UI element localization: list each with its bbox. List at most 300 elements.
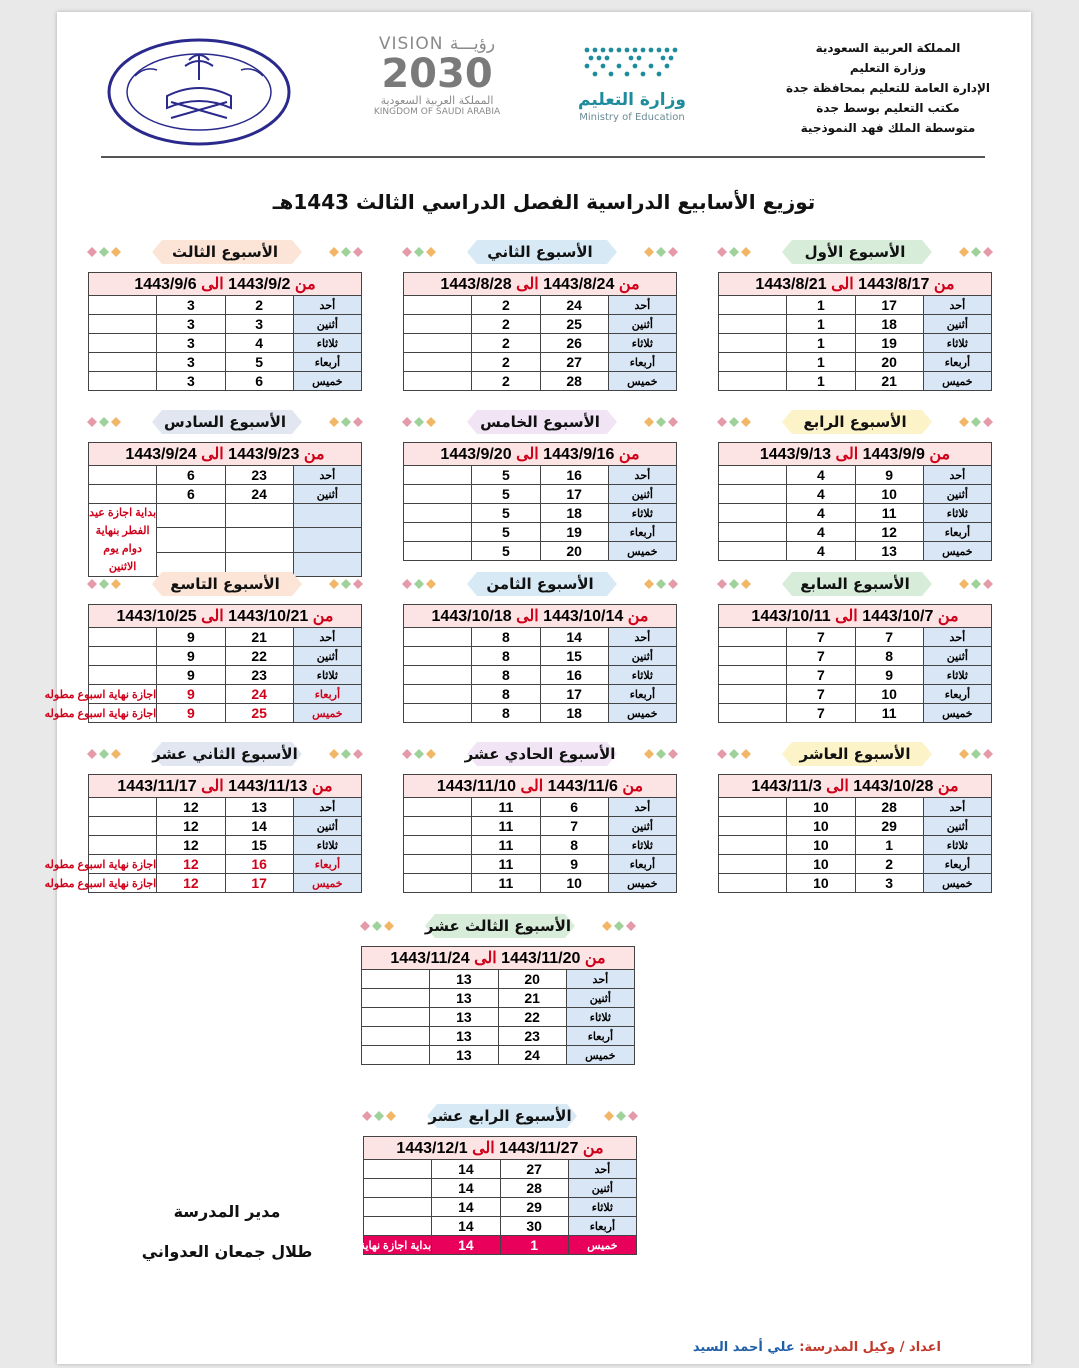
from-date: 1443/11/13 (228, 778, 308, 795)
from-label: من (627, 608, 649, 625)
prepared-by (693, 1340, 941, 1355)
day-name: ثلاثاء (923, 666, 991, 685)
diamond-ornament (402, 247, 412, 257)
diamond-ornament (372, 921, 382, 931)
day-note (404, 855, 472, 874)
diamond-ornament (426, 579, 436, 589)
header-line: مكتب التعليم بوسط جدة (816, 101, 960, 115)
day-name: خميس (293, 372, 361, 391)
day-date: 24 (225, 485, 293, 504)
week-number: 12 (157, 855, 225, 874)
day-note (404, 647, 472, 666)
day-row (89, 466, 362, 485)
day-row (719, 666, 992, 685)
day-note (719, 334, 787, 353)
day-name: أحد (608, 466, 676, 485)
diamond-ornament (959, 247, 969, 257)
from-label: من (294, 276, 316, 293)
diamond-ornament (604, 1111, 614, 1121)
from-label: من (937, 778, 959, 795)
day-row (89, 855, 362, 874)
principal-signature (117, 1192, 337, 1272)
week-number: 4 (787, 466, 855, 485)
from-label: من (618, 276, 640, 293)
day-name: ثلاثاء (293, 666, 361, 685)
to-label: الى (516, 276, 539, 293)
day-name: ثلاثاء (923, 334, 991, 353)
diamond-ornament (111, 417, 121, 427)
day-row (364, 1217, 637, 1236)
diamond-ornament (341, 247, 351, 257)
day-date: 23 (225, 666, 293, 685)
day-date: 10 (540, 874, 608, 893)
day-note (404, 315, 472, 334)
from-date: 1443/8/17 (858, 276, 930, 293)
day-date: 22 (498, 1008, 566, 1027)
day-name: ثلاثاء (293, 334, 361, 353)
day-note (719, 542, 787, 561)
diamond-ornament (426, 247, 436, 257)
diamond-ornament (717, 417, 727, 427)
day-date: 20 (498, 970, 566, 989)
day-date: 10 (855, 485, 923, 504)
diamond-ornament (959, 417, 969, 427)
diamond-ornament (971, 749, 981, 759)
day-row (719, 504, 992, 523)
diamond-ornament (341, 417, 351, 427)
day-date: 25 (225, 704, 293, 723)
week-table (403, 774, 677, 893)
week-number: 3 (157, 315, 225, 334)
principal-name: طلال جمعان العدواني (141, 1242, 313, 1261)
week-title: الأسبوع العاشر (799, 745, 911, 763)
week-number: 1 (787, 315, 855, 334)
day-date: 3 (225, 315, 293, 334)
diamond-ornament (729, 749, 739, 759)
day-date: 22 (225, 647, 293, 666)
day-note (404, 704, 472, 723)
day-date: 13 (225, 798, 293, 817)
day-date: 16 (540, 666, 608, 685)
to-date: 1443/11/3 (751, 778, 822, 795)
day-name: أربعاء (923, 353, 991, 372)
week-number: 14 (432, 1160, 500, 1179)
week-title: الأسبوع الثاني (487, 243, 593, 261)
to-label: الى (474, 950, 497, 967)
from-date: 1443/9/23 (228, 446, 300, 463)
diamond-ornament (983, 579, 993, 589)
day-row (404, 855, 677, 874)
from-date: 1443/11/27 (499, 1140, 579, 1157)
day-note (89, 485, 157, 504)
day-row (404, 836, 677, 855)
day-note (89, 334, 157, 353)
diamond-ornament (656, 579, 666, 589)
week-number: 10 (787, 798, 855, 817)
day-date: 2 (225, 296, 293, 315)
week-number: 12 (157, 874, 225, 893)
diamond-ornament (644, 749, 654, 759)
to-label: الى (201, 446, 224, 463)
diamond-ornament (414, 417, 424, 427)
day-note (89, 817, 157, 836)
day-note (719, 647, 787, 666)
week-range (719, 443, 992, 466)
day-name: أربعاء (293, 685, 361, 704)
to-date: 1443/11/24 (390, 950, 470, 967)
diamond-ornament (87, 417, 97, 427)
week-number: 5 (472, 523, 540, 542)
week-number: 9 (157, 666, 225, 685)
day-row (719, 523, 992, 542)
from-date: 1443/9/16 (543, 446, 615, 463)
diamond-ornament (729, 417, 739, 427)
diamond-ornament (668, 417, 678, 427)
day-row (89, 647, 362, 666)
week-number: 7 (787, 685, 855, 704)
week-range (404, 775, 677, 798)
week-heading (712, 740, 998, 768)
vision-label: VISION رؤيـــة (378, 34, 496, 54)
to-label: الى (831, 276, 854, 293)
week-number: 2 (472, 315, 540, 334)
diamond-ornament (656, 247, 666, 257)
week-number: 11 (472, 836, 540, 855)
day-name: خميس (923, 372, 991, 391)
diamond-ornament (341, 749, 351, 759)
day-row (719, 817, 992, 836)
day-name: ثلاثاء (608, 666, 676, 685)
day-name: ثلاثاء (923, 836, 991, 855)
week-number: 8 (472, 647, 540, 666)
day-row (362, 1008, 635, 1027)
week-heading (712, 238, 998, 266)
header-line: المملكة العربية السعودية (815, 41, 961, 55)
day-note: اجازة نهاية اسبوع مطوله (89, 704, 157, 723)
diamond-ornament (983, 749, 993, 759)
day-row (404, 628, 677, 647)
day-date: 23 (225, 466, 293, 485)
day-name: أثنين (568, 1179, 636, 1198)
week-number: 11 (472, 817, 540, 836)
week-number: 5 (472, 485, 540, 504)
day-date: 13 (855, 542, 923, 561)
from-label: من (303, 446, 325, 463)
from-label: من (584, 950, 606, 967)
to-date: 1443/10/18 (431, 608, 512, 625)
day-name (293, 528, 361, 552)
week-table (88, 272, 362, 391)
day-note (719, 666, 787, 685)
from-date: 1443/10/28 (853, 778, 934, 795)
day-note (362, 1027, 430, 1046)
diamond-ornament (87, 247, 97, 257)
day-row (404, 647, 677, 666)
week-range (719, 775, 992, 798)
week-table (334, 1136, 637, 1255)
to-label: الى (516, 446, 539, 463)
day-row (404, 466, 677, 485)
week-heading (712, 570, 998, 598)
day-date: 9 (855, 666, 923, 685)
diamond-ornament (971, 417, 981, 427)
day-date: 27 (500, 1160, 568, 1179)
day-row (719, 334, 992, 353)
prepared-by-label: اعداد / وكيل المدرسة: (799, 1340, 941, 1355)
day-name: أحد (293, 296, 361, 315)
day-note (404, 542, 472, 561)
day-row (89, 704, 362, 723)
day-name: أربعاء (566, 1027, 634, 1046)
day-date: 15 (225, 836, 293, 855)
diamond-ornament (353, 749, 363, 759)
to-label: الى (201, 778, 224, 795)
diamond-ornament (717, 749, 727, 759)
week-number: 8 (472, 685, 540, 704)
day-name: ثلاثاء (566, 1008, 634, 1027)
week-range (404, 273, 677, 296)
week-number: 10 (787, 836, 855, 855)
week-number: 4 (787, 504, 855, 523)
day-row (719, 466, 992, 485)
diamond-ornament (329, 247, 339, 257)
diamond-ornament (111, 749, 121, 759)
week-number: 7 (787, 704, 855, 723)
week-number: 9 (157, 704, 225, 723)
diamond-ornament (959, 749, 969, 759)
to-label: الى (835, 446, 859, 463)
week-heading (82, 570, 368, 598)
day-name: أحد (293, 466, 361, 485)
day-name: أربعاء (923, 685, 991, 704)
day-date: 17 (855, 296, 923, 315)
from-label: من (929, 446, 951, 463)
week-number: 10 (787, 874, 855, 893)
to-label: الى (201, 276, 224, 293)
to-label: الى (826, 778, 849, 795)
week-number: 8 (472, 666, 540, 685)
week-table (718, 272, 992, 391)
day-note (404, 296, 472, 315)
day-name: أربعاء (608, 353, 676, 372)
week-number: 3 (157, 353, 225, 372)
day-date: 11 (855, 504, 923, 523)
day-date: 16 (540, 466, 608, 485)
diamond-ornament (616, 1111, 626, 1121)
day-date: 15 (540, 647, 608, 666)
day-row (719, 647, 992, 666)
day-date: 11 (855, 704, 923, 723)
to-date: 1443/11/17 (117, 778, 197, 795)
day-date: 18 (540, 704, 608, 723)
day-name: أثنين (608, 817, 676, 836)
day-date: 6 (540, 798, 608, 817)
week-number: 14 (432, 1179, 500, 1198)
week-number: 9 (157, 628, 225, 647)
diamond-ornament (329, 579, 339, 589)
day-name: أربعاء (608, 685, 676, 704)
week-heading (397, 408, 683, 436)
day-note: اجازة نهاية اسبوع مطوله (89, 685, 157, 704)
day-row (404, 504, 677, 523)
diamond-ornament (741, 247, 751, 257)
day-name: خميس (608, 874, 676, 893)
day-name: أثنين (923, 315, 991, 334)
day-date: 21 (225, 628, 293, 647)
week-table (403, 272, 677, 391)
week-number: 12 (157, 817, 225, 836)
day-name: أربعاء (293, 353, 361, 372)
from-date: 1443/8/24 (543, 276, 615, 293)
day-row (719, 704, 992, 723)
day-row (89, 315, 362, 334)
week-number: 1 (787, 296, 855, 315)
day-note (89, 666, 157, 685)
diamond-ornament (971, 247, 981, 257)
week-range (719, 273, 992, 296)
vision-country-ar: المملكة العربية السعودية (380, 94, 494, 107)
diamond-ornament (360, 921, 370, 931)
week-number: 4 (787, 523, 855, 542)
diamond-ornament (656, 417, 666, 427)
diamond-ornament (628, 1111, 638, 1121)
day-name: أثنين (293, 647, 361, 666)
day-date: 1 (855, 836, 923, 855)
day-note (719, 523, 787, 542)
week-number: 7 (787, 666, 855, 685)
day-note (719, 628, 787, 647)
to-label: الى (835, 608, 858, 625)
day-name: خميس (568, 1236, 636, 1255)
diamond-ornament (87, 579, 97, 589)
day-name: أحد (923, 466, 991, 485)
day-name: خميس (608, 704, 676, 723)
diamond-ornament (99, 417, 109, 427)
day-note (719, 315, 787, 334)
day-note (719, 855, 787, 874)
day-name: أربعاء (923, 855, 991, 874)
day-name: أثنين (293, 817, 361, 836)
day-row (89, 372, 362, 391)
week-number: 4 (787, 485, 855, 504)
week-title: الأسبوع الرابع (803, 413, 907, 431)
day-row (719, 372, 992, 391)
week-number: 5 (472, 504, 540, 523)
day-note (404, 798, 472, 817)
diamond-ornament (668, 749, 678, 759)
week-range (719, 605, 992, 628)
day-name: أثنين (293, 315, 361, 334)
day-note (719, 704, 787, 723)
diamond-ornament (626, 921, 636, 931)
day-row (364, 1198, 637, 1217)
day-name: أحد (568, 1160, 636, 1179)
school-seal-icon (105, 36, 293, 148)
week-number: 14 (432, 1217, 500, 1236)
day-date: 3 (855, 874, 923, 893)
diamond-ornament (353, 417, 363, 427)
week-number (157, 528, 225, 552)
week-heading (82, 408, 368, 436)
week-number: 9 (157, 647, 225, 666)
day-name: أثنين (608, 485, 676, 504)
vision-year: 2030 (381, 51, 493, 97)
day-name: ثلاثاء (608, 504, 676, 523)
day-row (404, 334, 677, 353)
week-table (718, 604, 992, 723)
day-row (404, 817, 677, 836)
day-name: أحد (608, 296, 676, 315)
day-name: أثنين (608, 315, 676, 334)
diamond-ornament (402, 417, 412, 427)
day-date: 7 (540, 817, 608, 836)
day-row (89, 666, 362, 685)
day-note (404, 504, 472, 523)
week-table (718, 442, 992, 561)
diamond-ornament (741, 749, 751, 759)
diamond-ornament (87, 749, 97, 759)
diamond-ornament (614, 921, 624, 931)
day-date: 16 (225, 855, 293, 874)
day-note (404, 628, 472, 647)
day-row (404, 523, 677, 542)
day-note (719, 485, 787, 504)
week-heading (397, 238, 683, 266)
from-label: من (312, 608, 334, 625)
to-date: 1443/8/28 (440, 276, 512, 293)
week-range (364, 1137, 637, 1160)
day-name: أحد (608, 628, 676, 647)
diamond-ornament (741, 579, 751, 589)
day-date: 20 (540, 542, 608, 561)
day-row (719, 315, 992, 334)
diamond-ornament (717, 579, 727, 589)
moe-name-ar: وزارة التعليم (578, 90, 686, 110)
day-date: 26 (540, 334, 608, 353)
week-number: 12 (157, 836, 225, 855)
day-row (719, 874, 992, 893)
day-name: أربعاء (608, 855, 676, 874)
day-note (404, 874, 472, 893)
day-row (89, 628, 362, 647)
day-name: أثنين (923, 647, 991, 666)
week-table (88, 442, 362, 577)
day-name: أربعاء (293, 855, 361, 874)
week-number: 7 (787, 628, 855, 647)
day-note (362, 1046, 430, 1065)
day-note: اجازة نهاية اسبوع مطوله (89, 855, 157, 874)
day-note (719, 798, 787, 817)
day-note (719, 817, 787, 836)
week-range (89, 443, 362, 466)
diamond-ornament (602, 921, 612, 931)
from-date: 1443/9/2 (228, 276, 291, 293)
diamond-ornament (668, 579, 678, 589)
diamond-ornament (353, 247, 363, 257)
week-number: 9 (157, 685, 225, 704)
day-date: 27 (540, 353, 608, 372)
day-date: 24 (498, 1046, 566, 1065)
diamond-ornament (426, 417, 436, 427)
week-number: 3 (157, 296, 225, 315)
diamond-ornament (971, 579, 981, 589)
day-name: أحد (923, 296, 991, 315)
day-note: بداية اجازة نهاية العام (364, 1236, 432, 1255)
day-row (89, 353, 362, 372)
ministry-header (783, 38, 993, 138)
diamond-ornament (362, 1111, 372, 1121)
day-row (362, 1046, 635, 1065)
